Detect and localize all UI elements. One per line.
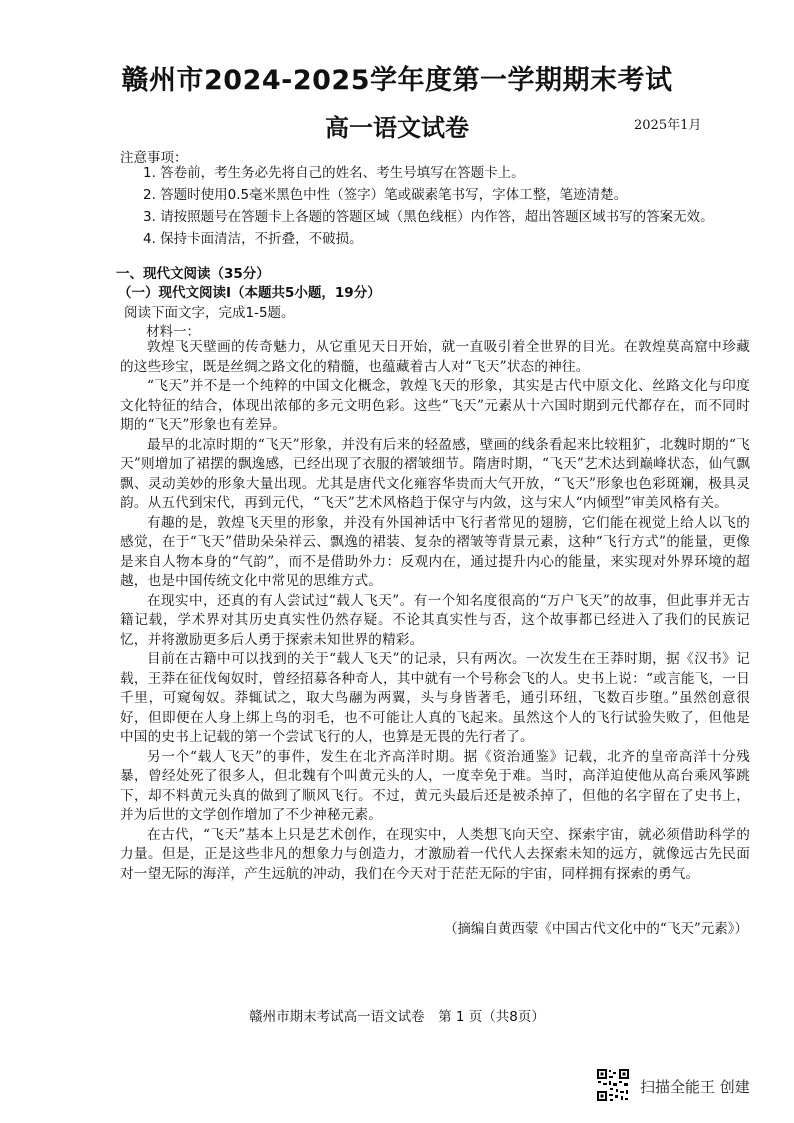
passage-paragraph: 敦煌飞天壁画的传奇魅力，从它重见天日开始，就一直吸引着全世界的目光。在敦煌莫高窟中珍藏的这些珍宝，既是丝绸之路文化的精髓，也蕴藏着古人对“飞天”状态的神往。: [120, 339, 750, 375]
passage-paragraph: 有趣的是，敦煌飞天里的形象，并没有外国神话中飞行者常见的翅膀，它们能在视觉上给人以飞的感觉，在于“飞天”借助朵朵祥云、飘逸的裙装、复杂的褶皱等背景元素，这种“飞行方式”的能量，更像是来自人物本身的“气韵”，而不是借助外力：反观内在，通过提升内心的能量，来实现对外界环境的超越，也是中国传统文化中常见的思维方式。: [120, 514, 750, 589]
exam-date: 2025年1月: [634, 118, 702, 133]
note-item: 4. 保持卡面清洁，不折叠，不破损。: [143, 231, 363, 247]
notes-list: [143, 163, 758, 251]
passage-paragraph: 目前在古籍中可以找到的关于“载人飞天”的记录，只有两次。一次发生在王莽时期，据《汉书》记载，王莽在征伐匈奴时，曾经招募各种奇人，其中就有一个号称会飞的人。史书上说：“或言能飞，一日千里，可窥匈奴。莽辄试之，取大鸟翮为两翼，头与身皆著毛，通引环纽，飞数百步堕。”虽然创意很好，但即便在人身上绑上鸟的羽毛，也不可能让人真的飞起来。虽然这个人的飞行试验失败了，但他是中国的史书上记载的第一个尝试飞行的人，也算是无畏的先行者了。: [120, 651, 750, 745]
exam-subtitle: 高一语文试卷: [325, 114, 469, 142]
scanner-watermark: 扫描全能王 创建: [640, 1078, 750, 1096]
note-item: 3. 请按照题号在答题卡上各题的答题区域（黑色线框）内作答，超出答题区域书写的答案无效。: [143, 209, 714, 225]
page-footer: 赣州市期末考试高一语文试卷 第 1 页（共8页）: [249, 1009, 545, 1025]
passage-source: （摘编自黄西蒙《中国古代文化中的“飞天”元素》）: [443, 921, 748, 937]
material-label: 材料一：: [146, 324, 200, 340]
notes-heading: 注意事项：: [120, 150, 188, 166]
passage-paragraph: 在现实中，还真的有人尝试过“载人飞天”。有一个知名度很高的“万户飞天”的故事，但此事并无古籍记载，学术界对其历史真实性仍然存疑。不论其真实性与否，这个故事都已经进入了我们的民族记忆，并将激励更多后人勇于探索未知世界的精彩。: [120, 592, 750, 648]
passage-paragraph: 最早的北凉时期的“飞天”形象，并没有后来的轻盈感，壁画的线条看起来比较粗犷，北魏时期的“飞天”则增加了裙摆的飘逸感，已经出现了衣服的褶皱细节。隋唐时期，“飞天”艺术达到巅峰状态，仙气飘飘、灵动美妙的形象大量出现。尤其是唐代文化雍容华贵而大气开放，“飞天”形象也色彩斑斓，极具灵韵。从五代到宋代，再到元代，“飞天”艺术风格趋于保守与内敛，这与宋人“内倾型”审美风格有关。: [120, 436, 750, 511]
qr-code-icon: [596, 1068, 630, 1102]
section-heading: 一、现代文阅读（35分）: [116, 266, 270, 282]
subsection-heading: （一）现代文阅读Ⅰ（本题共5小题，19分）: [118, 285, 381, 301]
note-item: 1. 答卷前，考生务必先将自己的姓名、考生号填写在答题卡上。: [143, 165, 525, 181]
passage-paragraph: 在古代，“飞天”基本上只是艺术创作，在现实中，人类想飞向天空、探索宇宙，就必须借助科学的力量。但是，正是这些非凡的想象力与创造力，才激励着一代代人去探索未知的远方，就像远古先民面对一望无际的海洋，产生远航的冲动，我们在今天对于茫茫无际的宇宙，同样拥有探索的勇气。: [120, 826, 750, 882]
passage-paragraph: 另一个“载人飞天”的事件，发生在北齐高洋时期。据《资治通鉴》记载，北齐的皇帝高洋十分残暴，曾经处死了很多人，但北魏有个叫黄元头的人，一度幸免于难。当时，高洋迫使他从高台乘风筝跳下，却不料黄元头真的做到了顺风飞行。不过，黄元头最后还是被杀掉了，但他的名字留在了史书上，并为后世的文学创作增加了不少神秘元素。: [120, 748, 750, 823]
reading-instruction: 阅读下面文字，完成1-5题。: [124, 305, 295, 321]
passage-body: [120, 338, 750, 884]
note-item: 2. 答题时使用0.5毫米黑色中性（签字）笔或碳素笔书写，字体工整，笔迹清楚。: [143, 187, 628, 203]
exam-title: 赣州市2024-2025学年度第一学期期末考试: [121, 65, 673, 96]
passage-paragraph: “飞天”并不是一个纯粹的中国文化概念，敦煌飞天的形象，其实是古代中原文化、丝路文化与印度文化特征的结合，体现出浓郁的多元文明色彩。这些“飞天”元素从十六国时期到元代都存在，而不同时期的“飞天”形象也有差异。: [120, 378, 750, 433]
